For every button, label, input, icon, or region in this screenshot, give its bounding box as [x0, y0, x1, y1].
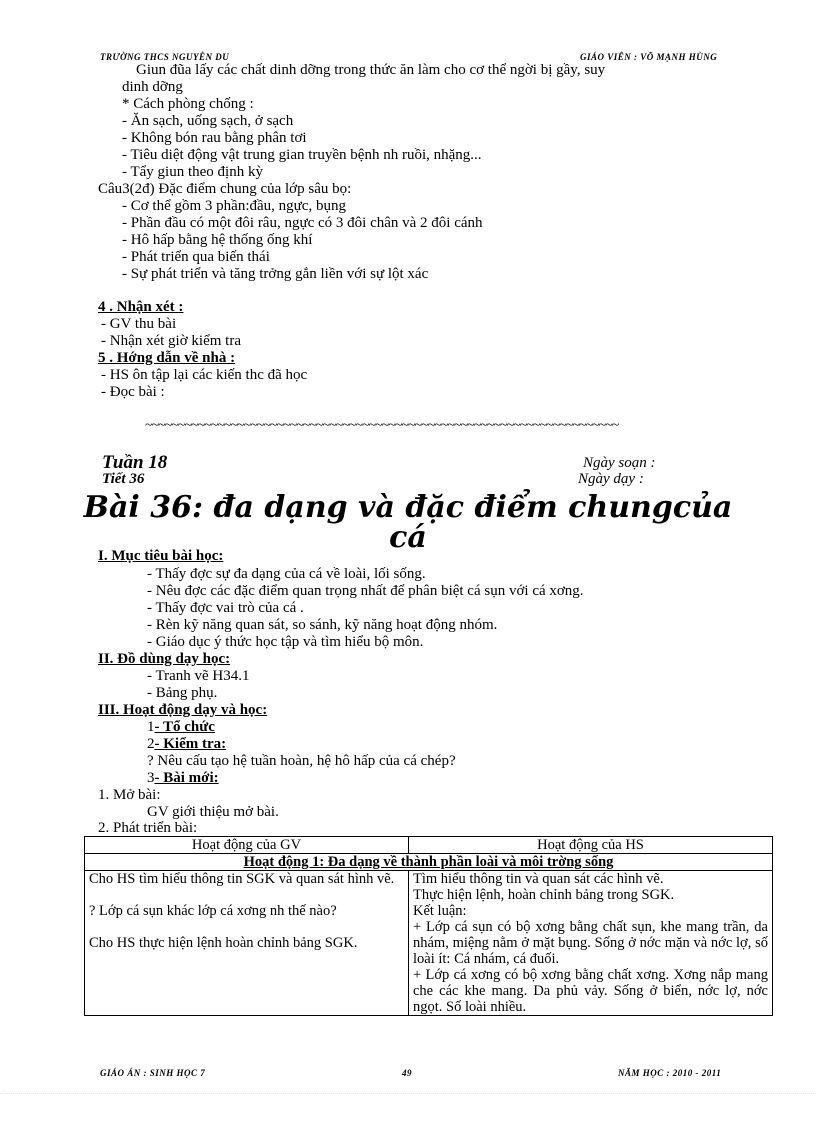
hs-conclusion-label: Kết luận:: [413, 903, 467, 919]
list-item: - GV thu bài: [101, 316, 177, 332]
header-teacher: GIÁO VIÊN : VÕ MẠNH HÙNG: [580, 52, 718, 62]
part-2-title: 2. Phát triển bài:: [98, 820, 198, 836]
gv-instruction-1: Cho HS tìm hiểu thông tin SGK và quan sát hình vẽ.: [89, 871, 395, 887]
step-3: [147, 770, 219, 787]
step-3-number: 3: [147, 770, 155, 786]
part-1-title: 1. Mở bài:: [98, 787, 161, 803]
lesson-title-line1: Bài 36: đa dạng và đặc điểm chungcủa: [83, 490, 733, 525]
part-1-text: GV giới thiệu mở bài.: [147, 804, 279, 820]
list-item: - Đọc bài :: [101, 384, 165, 400]
date-prepared: Ngày soạn :: [583, 455, 656, 471]
step-2-question: ? Nêu cấu tạo hệ tuần hoàn, hệ hô hấp của cá chép?: [147, 753, 456, 769]
step-2: [147, 736, 226, 753]
header-school: TRƯỜNG THCS NGUYỄN DU: [100, 52, 230, 62]
list-item: - Tiêu diệt động vật trung gian truyền bệnh nh ruồi, nhặng...: [122, 147, 482, 163]
activity-1-title: Hoạt động 1: Đa dạng về thành phần loài và môi trờng sống: [85, 854, 773, 871]
list-item: - Phát triển qua biến thái: [122, 249, 270, 265]
list-item: - Phần đầu có một đôi râu, ngực có 3 đôi chân và 2 đôi cánh: [122, 215, 483, 231]
footer-page-number: 49: [402, 1068, 412, 1078]
list-item: - Nhận xét giờ kiểm tra: [101, 333, 241, 349]
list-item: - Cơ thể gồm 3 phần:đầu, ngực, bụng: [122, 198, 346, 214]
list-item: - HS ôn tập lại các kiến thc đã học: [101, 367, 308, 383]
lesson-title: [0, 491, 816, 555]
date-taught: Ngày dạy :: [578, 471, 644, 487]
list-item: - Bảng phụ.: [147, 685, 218, 701]
section-II-title: II. Đồ dùng dạy học:: [98, 651, 231, 667]
step-2-label: - Kiểm tra:: [154, 736, 227, 752]
hs-cell: [409, 871, 773, 1016]
section-III-title: III. Hoạt động dạy và học:: [98, 702, 268, 718]
gv-cell: [85, 871, 409, 1016]
page-bottom-divider: [0, 1093, 816, 1094]
hs-step-2: Thực hiện lệnh, hoàn chỉnh bảng trong SGK.: [413, 887, 675, 903]
week-label: Tuần 18: [102, 452, 168, 473]
hs-conclusion-bony: + Lớp cá xơng có bộ xơng bằng chất xơng. Xơng nắp mang che các khe mang. Da phủ vảy. Sống ở biển, nớc lợ, nớc ngọt. Số loài nhiều.: [413, 967, 768, 1015]
column-header-gv: Hoạt động của GV: [85, 837, 409, 854]
table-header-row: [85, 837, 773, 854]
list-item: - Sự phát triển và tăng trởng gắn liền với sự lột xác: [122, 266, 429, 282]
gv-question-2: ? Lớp cá sụn khác lớp cá xơng nh thế nào?: [89, 903, 337, 919]
section-I-title: I. Mục tiêu bài học:: [98, 548, 224, 564]
paragraph-line: dinh dỡng: [122, 79, 183, 95]
activity-table: [84, 836, 773, 1016]
hs-conclusion-cartilage: + Lớp cá sụn có bộ xơng bằng chất sụn, khe mang trần, da nhám, miệng nằm ở mặt bụng. Sống ở nớc mặn và nớc lợ, số loài ít: Cá nhám, cá đuối.: [413, 919, 768, 967]
footer-right: NĂM HỌC : 2010 - 2011: [618, 1068, 722, 1078]
step-3-label: - Bài mới:: [154, 770, 219, 786]
gv-instruction-3: Cho HS thực hiện lệnh hoàn chỉnh bảng SGK.: [89, 935, 358, 951]
prevention-title: * Cách phòng chống :: [122, 96, 254, 112]
list-item: - Giáo dục ý thức học tập và tìm hiểu bộ môn.: [147, 634, 424, 650]
lesson-title-line2: cá: [389, 520, 427, 555]
paragraph-line: Giun đũa lấy các chất dinh dỡng trong thức ăn làm cho cơ thể ngời bị gầy, suy: [136, 62, 606, 78]
step-2-number: 2: [147, 736, 155, 752]
section-5-title: 5 . Hớng dẫn về nhà :: [98, 350, 236, 366]
list-item: - Thấy đợc sự đa dạng của cá về loài, lối sống.: [147, 566, 426, 582]
step-1: [147, 719, 215, 736]
list-item: - Không bón rau bằng phân tơi: [122, 130, 307, 146]
table-row: [85, 854, 773, 871]
list-item: - Hô hấp bằng hệ thống ống khí: [122, 232, 313, 248]
hs-step-1: Tìm hiểu thông tin và quan sát các hình vẽ.: [413, 871, 664, 887]
table-row: [85, 871, 773, 1016]
section-4-title: 4 . Nhận xét :: [98, 299, 184, 315]
list-item: - Thấy đợc vai trò của cá .: [147, 600, 304, 616]
list-item: - Tranh vẽ H34.1: [147, 668, 250, 684]
list-item: - Tẩy giun theo định kỳ: [122, 164, 263, 180]
separator-line: ~~~~~~~~~~~~~~~~~~~~~~~~~~~~~~~~~~~~~~~~~~~~~~~~~~~~~~~~~~~~~~~~~~~~~~~~: [145, 418, 619, 433]
period-label: Tiết 36: [102, 471, 145, 487]
list-item: - Rèn kỹ năng quan sát, so sánh, kỹ năng hoạt động nhóm.: [147, 617, 498, 633]
step-1-number: 1: [147, 719, 155, 735]
column-header-hs: Hoạt động của HS: [409, 837, 773, 854]
question-3: Câu3(2đ) Đặc điểm chung của lớp sâu bọ:: [98, 181, 352, 197]
list-item: - Nêu đợc các đặc điểm quan trọng nhất để phân biệt cá sụn với cá xơng.: [147, 583, 584, 599]
footer-left: GIÁO ÁN : SINH HỌC 7: [100, 1068, 206, 1078]
list-item: - Ăn sạch, uống sạch, ở sạch: [122, 113, 294, 129]
step-1-label: - Tổ chức: [154, 719, 215, 735]
